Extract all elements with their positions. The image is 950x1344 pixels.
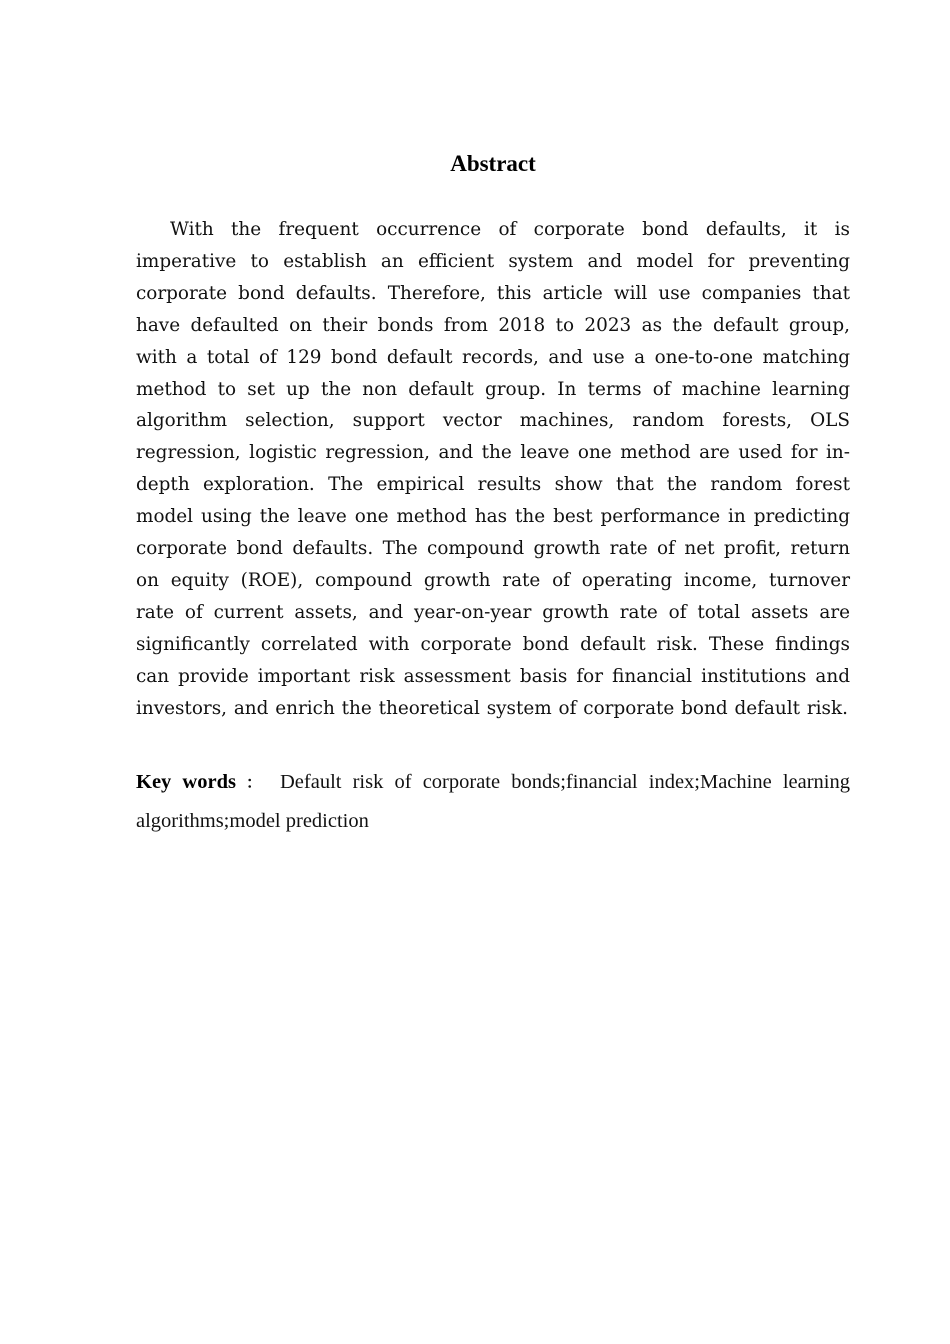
keywords-separator: ： [239, 772, 268, 792]
keywords-label: Key words [136, 770, 236, 793]
abstract-body: With the frequent occurrence of corporate bond defaults, it is imperative to establish an efficient system and model for preventing corporate bond defaults. Therefore, this article will use companies that have defaulted on their bonds from 2018 to 2023 as the default group, with a total of 129 bond default records, and use a one-to-one matching method to set up the non default group. In terms of machine learning algorithm selection, support vector machines, random forests, OLS regression, logistic regression, and the leave one method are used for in-depth exploration. The empirical results show that the random forest model using the leave one method has the best performance in predicting corporate bond defaults. The compound growth rate of net profit, return on equity (ROE), compound growth rate of operating income, turnover rate of current assets, and year-on-year growth rate of total assets are significantly correlated with corporate bond default risk. These findings can provide important risk assessment basis for financial institutions and investors, and enrich the theoretical system of corporate bond default risk. [136, 219, 850, 719]
document-page [136, 146, 850, 840]
keywords-paragraph [136, 763, 850, 840]
abstract-title: Abstract [450, 151, 536, 176]
keywords-text: Default risk of corporate bonds;financial index;Machine learning algorithms;model prediction [136, 770, 851, 832]
